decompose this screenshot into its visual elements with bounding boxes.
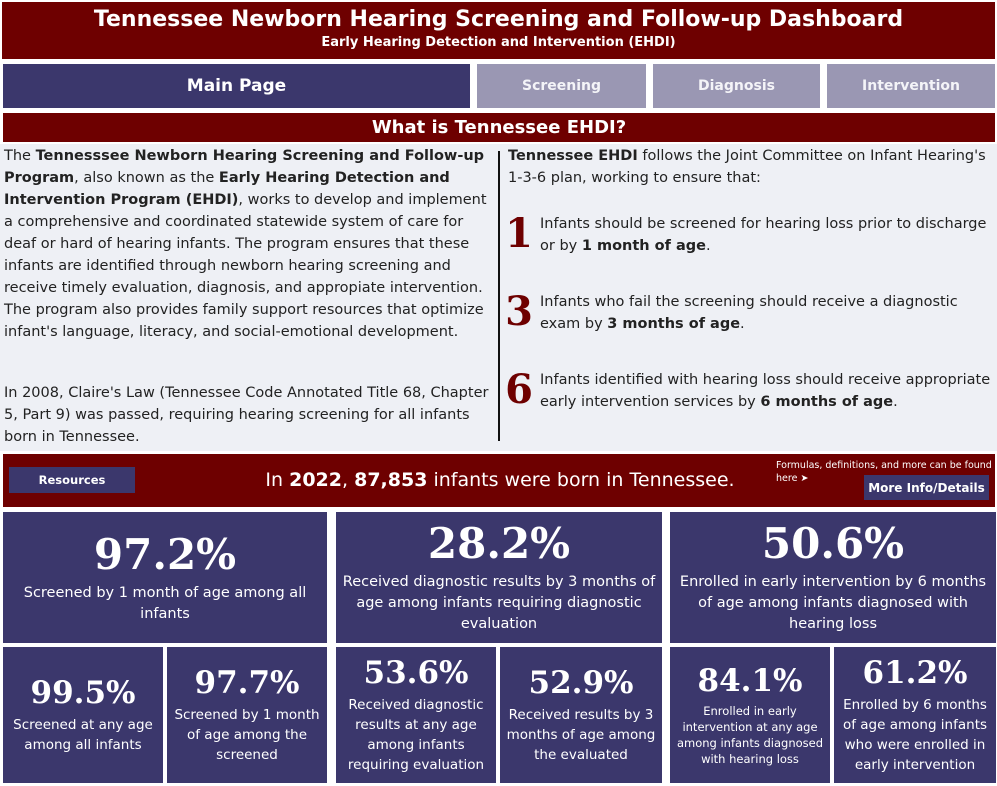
metric-value: 84.1% [697, 663, 803, 699]
dashboard-header [2, 2, 995, 59]
births-count: 87,853 [354, 469, 428, 491]
tab-main-page[interactable]: Main Page [3, 64, 470, 108]
plan-item-bold: 1 month of age [581, 238, 706, 254]
metric-value: 28.2% [427, 519, 571, 568]
plan-number-3: 3 [505, 288, 533, 335]
plan-intro-text: follows the Joint Committee on Infant Hearing's 1-3-6 plan, working to ensure that: [508, 148, 986, 186]
metric-label: Screened by 1 month of age among all infants [23, 584, 307, 622]
column-divider [498, 151, 500, 441]
resources-button[interactable]: Resources [9, 467, 135, 493]
plan-item-text: Infants identified with hearing loss should receive appropriate early intervention services by [540, 372, 991, 410]
plan-intro-bold: Tennessee EHDI [508, 148, 638, 164]
births-text: , [342, 469, 355, 491]
metric-card-screened-1mo-among-screened [167, 647, 327, 783]
births-year: 2022 [289, 469, 342, 491]
plan-item-end: . [893, 394, 898, 410]
section-title: What is Tennessee EHDI? [3, 113, 995, 142]
metric-card-ei-6mo [670, 512, 996, 643]
metric-card-screened-any [3, 647, 163, 783]
metric-label: Received diagnostic results at any age among infants requiring evaluation [347, 697, 485, 773]
plan-item-end: . [740, 316, 745, 332]
metric-card-ei-6mo-among-enrolled [834, 647, 996, 783]
plan-item-1 [540, 213, 996, 257]
metric-label: Received results by 3 months of age among the evaluated [506, 707, 656, 763]
metric-value: 61.2% [862, 655, 968, 691]
dashboard-subtitle: Early Hearing Detection and Intervention (EHDI) [321, 35, 676, 50]
arrow-right-icon: ➤ [800, 473, 809, 484]
metric-label: Enrolled in early intervention by 6 months of age among infants diagnosed with hearing loss [679, 574, 987, 632]
metric-card-diag-3mo-among-evaluated [500, 647, 662, 783]
metric-value: 99.5% [30, 675, 136, 711]
births-text: In [265, 469, 290, 491]
metric-card-ei-any [670, 647, 830, 783]
metric-value: 52.9% [528, 665, 634, 701]
births-text: infants were born in Tennessee. [427, 469, 735, 491]
claires-law-paragraph: In 2008, Claire's Law (Tennessee Code Annotated Title 68, Chapter 5, Part 9) was passed, requiring hearing screening for all infants born in Tennessee. [4, 385, 489, 445]
births-statement [230, 466, 770, 494]
metric-label: Enrolled in early intervention at any age among infants diagnosed with hearing loss [676, 704, 824, 766]
metric-card-diag-any [336, 647, 496, 783]
metric-value: 97.7% [194, 665, 300, 701]
metric-label: Screened at any age among all infants [13, 717, 153, 753]
plan-item-text: Infants who fail the screening should receive a diagnostic exam by [540, 294, 958, 332]
tab-screening[interactable]: Screening [477, 64, 646, 108]
plan-item-3 [540, 291, 996, 335]
tab-intervention[interactable]: Intervention [827, 64, 995, 108]
program-description [4, 145, 494, 343]
plan-item-text: Infants should be screened for hearing loss prior to discharge or by [540, 216, 987, 254]
desc-text: , also known as the [74, 170, 219, 186]
program-alias: Early Hearing Detection and Intervention Program (EHDI) [4, 170, 450, 208]
metric-label: Enrolled by 6 months of age among infants who were enrolled in early intervention [842, 697, 988, 773]
plan-number-1: 1 [505, 210, 533, 257]
plan-item-end: . [706, 238, 711, 254]
metric-value: 53.6% [363, 655, 469, 691]
metric-value: 50.6% [761, 519, 905, 568]
plan-item-bold: 6 months of age [760, 394, 894, 410]
metric-value: 97.2% [93, 529, 237, 579]
metric-card-screened-1mo [3, 512, 327, 643]
metric-label: Screened by 1 month of age among the screened [174, 707, 320, 763]
desc-text: , works to develop and implement a comprehensive and coordinated statewide system of care for deaf or hard of hearing infants. The program ensures that these infants are identified through newborn hearing screening and receive timely evaluation, diagnosis, and appropiate intervention. The program also provides family support resources that optimize infant's language, literacy, and social-emotional development. [4, 192, 487, 340]
metric-label: Received diagnostic results by 3 months of age among infants requiring diagnostic evaluation [342, 574, 656, 632]
plan-intro [508, 145, 996, 189]
desc-text: The [4, 148, 36, 164]
program-name: Tennesssee Newborn Hearing Screening and Follow-up Program [4, 148, 485, 186]
tab-diagnosis[interactable]: Diagnosis [653, 64, 820, 108]
plan-number-6: 6 [505, 366, 533, 413]
dashboard-title: Tennessee Newborn Hearing Screening and Follow-up Dashboard [93, 7, 904, 32]
plan-item-bold: 3 months of age [607, 316, 741, 332]
more-info-button[interactable]: More Info/Details [864, 475, 989, 500]
metric-card-diag-3mo [336, 512, 662, 643]
formula-note-text: Formulas, definitions, and more can be found here [776, 460, 992, 484]
plan-item-6 [540, 369, 996, 413]
